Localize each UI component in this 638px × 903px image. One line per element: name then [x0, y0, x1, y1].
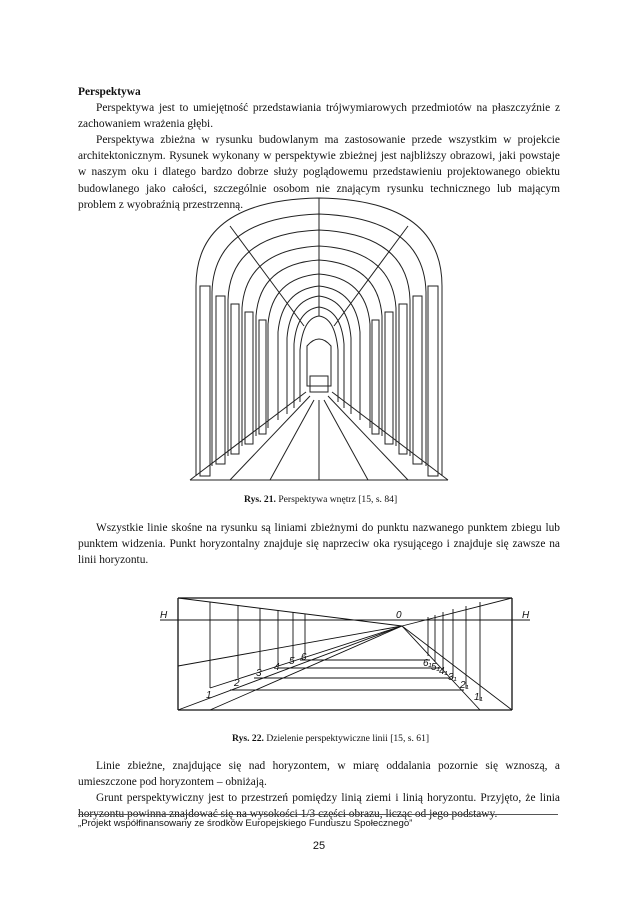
- paragraph-architecture: Perspektywa zbieżna w rysunku budowlanym ma zastosowanie przede wszystkim w projekcie architektonicznym. Rysunek wykonany w perspektywie zbieżnej jest najbliższy obrazowi, jaki powstaje w naszym oku i dlatego bardzo dobrze służy poglądowemu przedstawieniu projektowanego obiektu budowlanego jako całości, szczególnie osobom nie znającym rysunku technicznego lub mającym problem z wyobraźnią przestrzenną.: [78, 134, 560, 211]
- paragraph-intro: Perspektywa jest to umiejętność przedstawiania trójwymiarowych przedmiotów na płaszczyźnie z zachowaniem wrażenia głębi.: [78, 102, 560, 131]
- figure-22-text: Dzielenie perspektywiczne linii [15, s. 61]: [263, 733, 430, 744]
- horizon-label-right: H: [522, 610, 530, 621]
- division-label-right-4: 4₁: [439, 666, 448, 677]
- division-label-right-1: 1₁: [474, 692, 483, 703]
- paragraph-ground-plane: Grunt perspektywiczny jest to przestrzeń pomiędzy linią ziemi i linią horyzontu. Przyjęto, że linia horyzontu powinna znajdować się na wysokości 1/3 części obrazu, licząc od jego podstawy.: [78, 792, 560, 821]
- figure-22-label: Rys. 22.: [232, 733, 264, 744]
- division-label-left-2: 2: [234, 678, 240, 689]
- figure-21-caption: [244, 494, 397, 505]
- division-label-left-4: 4: [274, 662, 280, 673]
- paragraph-horizon-lines: Linie zbieżne, znajdujące się nad horyzontem, w miarę oddalania pozornie się wznoszą, a umieszczone pod horyzontem – obniżają.: [78, 760, 560, 789]
- horizon-label-left: H: [160, 610, 168, 621]
- division-label-left-5: 5: [289, 656, 295, 667]
- vanishing-point-label: 0: [396, 610, 402, 621]
- division-label-right-6: 6₁: [423, 658, 432, 669]
- division-label-left-1: 1: [206, 690, 212, 701]
- division-label-right-3: 3₁: [448, 672, 457, 683]
- interior-perspective-drawing: [190, 196, 448, 480]
- division-label-left-3: 3: [256, 668, 262, 679]
- section-heading: Perspektywa: [78, 86, 141, 98]
- perspective-division-diagram: [150, 594, 540, 724]
- division-label-right-5: 5₁: [431, 662, 440, 673]
- figure-22-caption: [232, 733, 429, 744]
- figure-21-label: Rys. 21.: [244, 494, 276, 505]
- footer-divider: [78, 814, 558, 815]
- footer-note: „Projekt współfinansowany ze środków Europejskiego Funduszu Społecznego”: [78, 818, 413, 829]
- division-label-left-6: 6: [301, 652, 307, 663]
- figure-21-text: Perspektywa wnętrz [15, s. 84]: [275, 494, 398, 505]
- paragraph-vanishing-lines: Wszystkie linie skośne na rysunku są liniami zbieżnymi do punktu nazwanego punktem zbiegu lub punktem widzenia. Punkt horyzontalny znajduje się naprzeciw oka rysującego i znajduje się zawsze na linii horyzontu.: [78, 522, 560, 567]
- page-number: 25: [312, 840, 326, 852]
- division-label-right-2: 2₁: [460, 680, 469, 691]
